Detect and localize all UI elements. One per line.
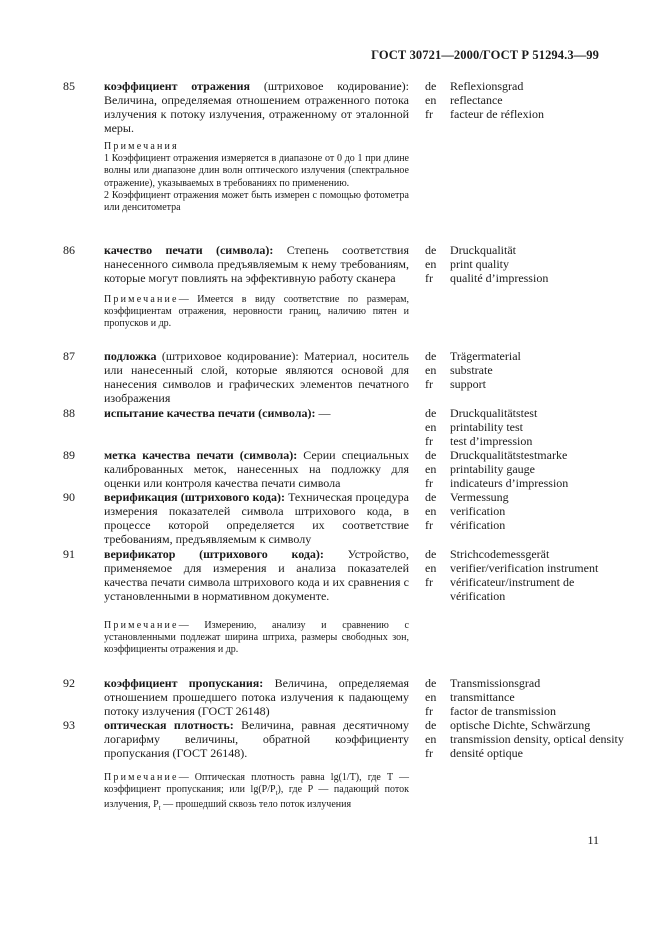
translation-text: optische Dichte, Schwärzung [450,718,591,732]
term-name: качество печати (символа): [104,243,274,257]
translation-text: Druckqualitätstest [450,406,538,420]
entry-number: 90 [63,490,75,504]
translations [425,547,625,603]
translations [425,448,625,490]
lang-code: de [425,406,437,420]
entry-number: 91 [63,547,75,561]
note-block [104,772,409,815]
note-item: 1 Коэффициент отражения измеряется в диапазоне от 0 до 1 при длине волны или диапазоне длин волн оптического излучения (спектральное отражение), указываемых в требованиях по применению. [104,153,409,189]
translation-text: Druckqualitätstestmarke [450,448,568,462]
translation-text: qualité d’impression [450,271,549,285]
translation-text: printability test [450,420,523,434]
translation-text: reflectance [450,93,503,107]
entry-number: 87 [63,349,75,363]
lang-code: de [425,676,437,690]
translation-text: transmittance [450,690,515,704]
translation-text: verification [450,504,506,518]
definition-text: Величина, равная десятичному логарифму величины, обратной коэффициенту пропускания (ГОСТ 26148). [104,718,410,760]
definition-text: Степень соответствия нанесенного символа предъявляемым к нему требованиям, которые могут повлиять на эффективную работу сканера [104,243,409,285]
lang-code: fr [425,746,433,760]
lang-code: en [425,257,437,271]
translation-text: test d’impression [450,434,533,448]
translation-text: print quality [450,257,509,271]
translations [425,406,625,448]
definition-text: (штриховое кодирование): Материал, носитель или нанесенный слой, которые являются основой для нанесения символов и графических элементов печатного изображения [104,349,409,405]
note-item: 2 Коэффициент отражения может быть измерен с помощью фотометра или денситометра [104,189,409,214]
definition-text: Серии специальных калиброванных меток, нанесенных на подложку для оценки или контроля качества печати символа [104,448,409,490]
translations [425,676,625,718]
entry-number: 88 [63,406,75,420]
translations [425,349,625,391]
entry-number: 92 [63,676,75,690]
term-definition [104,718,409,760]
lang-code: en [425,363,437,377]
term-definition [104,448,409,490]
lang-code: de [425,349,437,363]
term-definition [104,79,409,135]
note-subscript: t [275,789,278,798]
lang-code: en [425,462,437,476]
translation-text: transmission density, optical density [450,732,624,746]
term-name: подложка [104,349,157,363]
lang-code: en [425,732,437,746]
translation-text: verifier/verification instrument [450,561,599,575]
term-definition [104,547,409,603]
translation-text: printability gauge [450,462,535,476]
lang-code: de [425,243,437,257]
note-block [104,141,409,214]
definition-text: Устройство, применяемое для измерения и анализа показателей качества печати символа штрихового кода и их сравнения с установленными в нормативном документе. [104,547,410,603]
note-block [104,294,409,331]
translation-text: vérification [450,518,506,532]
term-definition [104,243,409,285]
definition-text: — [318,406,331,420]
term-definition [104,406,409,420]
term-name: оптическая плотность: [104,718,234,732]
lang-code: fr [425,704,433,718]
note-heading: Примечания [104,141,179,152]
lang-code: fr [425,434,433,448]
translation-text: Reflexionsgrad [450,79,524,93]
translations [425,718,625,760]
translation-text: indicateurs d’impression [450,476,569,490]
translations [425,490,625,532]
definition-text: Техническая процедура измерения показателей символа штрихового кода, в процессе которой определяется их соответствие требованиям, предъявляемым к символу [104,490,409,546]
term-name: метка качества печати (символа): [104,448,298,462]
lang-code: en [425,93,437,107]
lang-code: de [425,79,437,93]
document-header: ГОСТ 30721—2000/ГОСТ Р 51294.3—99 [371,48,599,62]
note-text: ), где P — падающий поток излучения, P [104,784,409,811]
lang-code: de [425,547,437,561]
note-text: — Измерению, анализу и сравнению с установленными подлежат ширина штриха, размеры свободных зон, коэффициенты отражения и др. [104,620,409,656]
entry-number: 86 [63,243,75,257]
entry-number: 85 [63,79,75,93]
translation-text: support [450,377,486,391]
note-text: — Оптическая плотность равна lg(1/T), где T — коэффициент пропускания; или lg(P/P [104,772,409,796]
term-definition [104,490,409,546]
translation-text: Transmissionsgrad [450,676,541,690]
lang-code: en [425,504,437,518]
term-name: испытание качества печати (символа): [104,406,316,420]
translation-text: substrate [450,363,493,377]
note-label: Примечание [104,772,179,783]
translation-text: factor de transmission [450,704,556,718]
term-name: верификация (штрихового кода): [104,490,285,504]
translations [425,79,625,121]
translation-text: vérificateur/instrument de vérification [450,575,575,603]
term-name: коэффициент пропускания: [104,676,264,690]
entry-number: 93 [63,718,75,732]
definition-text: (штриховое кодирование): Величина, определяемая отношением отраженного потока излучения к потоку излучения, отраженному от эталонной меры. [104,79,410,135]
lang-code: en [425,420,437,434]
note-subscript: t [158,804,161,813]
lang-code: en [425,690,437,704]
page-number: 11 [587,833,599,847]
lang-code: fr [425,476,433,490]
lang-code: fr [425,107,433,121]
lang-code: fr [425,518,433,532]
term-definition [104,349,409,405]
lang-code: en [425,561,437,575]
translation-text: Druckqualität [450,243,516,257]
note-block [104,620,409,657]
lang-code: de [425,490,437,504]
lang-code: fr [425,271,433,285]
translation-text: densité optique [450,746,523,760]
term-definition [104,676,409,718]
translation-text: Vermessung [450,490,509,504]
lang-code: fr [425,575,433,589]
translations [425,243,625,285]
translation-text: Trägermaterial [450,349,521,363]
term-name: коэффициент отражения [104,79,251,93]
term-name: верификатор (штрихового кода): [104,547,324,561]
lang-code: de [425,718,437,732]
note-text: — прошедший сквозь тело поток излучения [160,799,352,811]
translation-text: Strichcodemessgerät [450,547,550,561]
translation-text: facteur de réflexion [450,107,544,121]
note-label: Примечание [104,294,179,305]
lang-code: fr [425,377,433,391]
entry-number: 89 [63,448,75,462]
note-label: Примечание [104,620,179,631]
note-text: — Имеется в виду соответствие по размерам, коэффициентам отражения, неровности границ, наличию пятен и пропусков и др. [104,294,409,330]
lang-code: de [425,448,437,462]
definition-text: Величина, определяемая отношением прошедшего потока излучения к падающему потоку излучения (ГОСТ 26148) [104,676,409,718]
